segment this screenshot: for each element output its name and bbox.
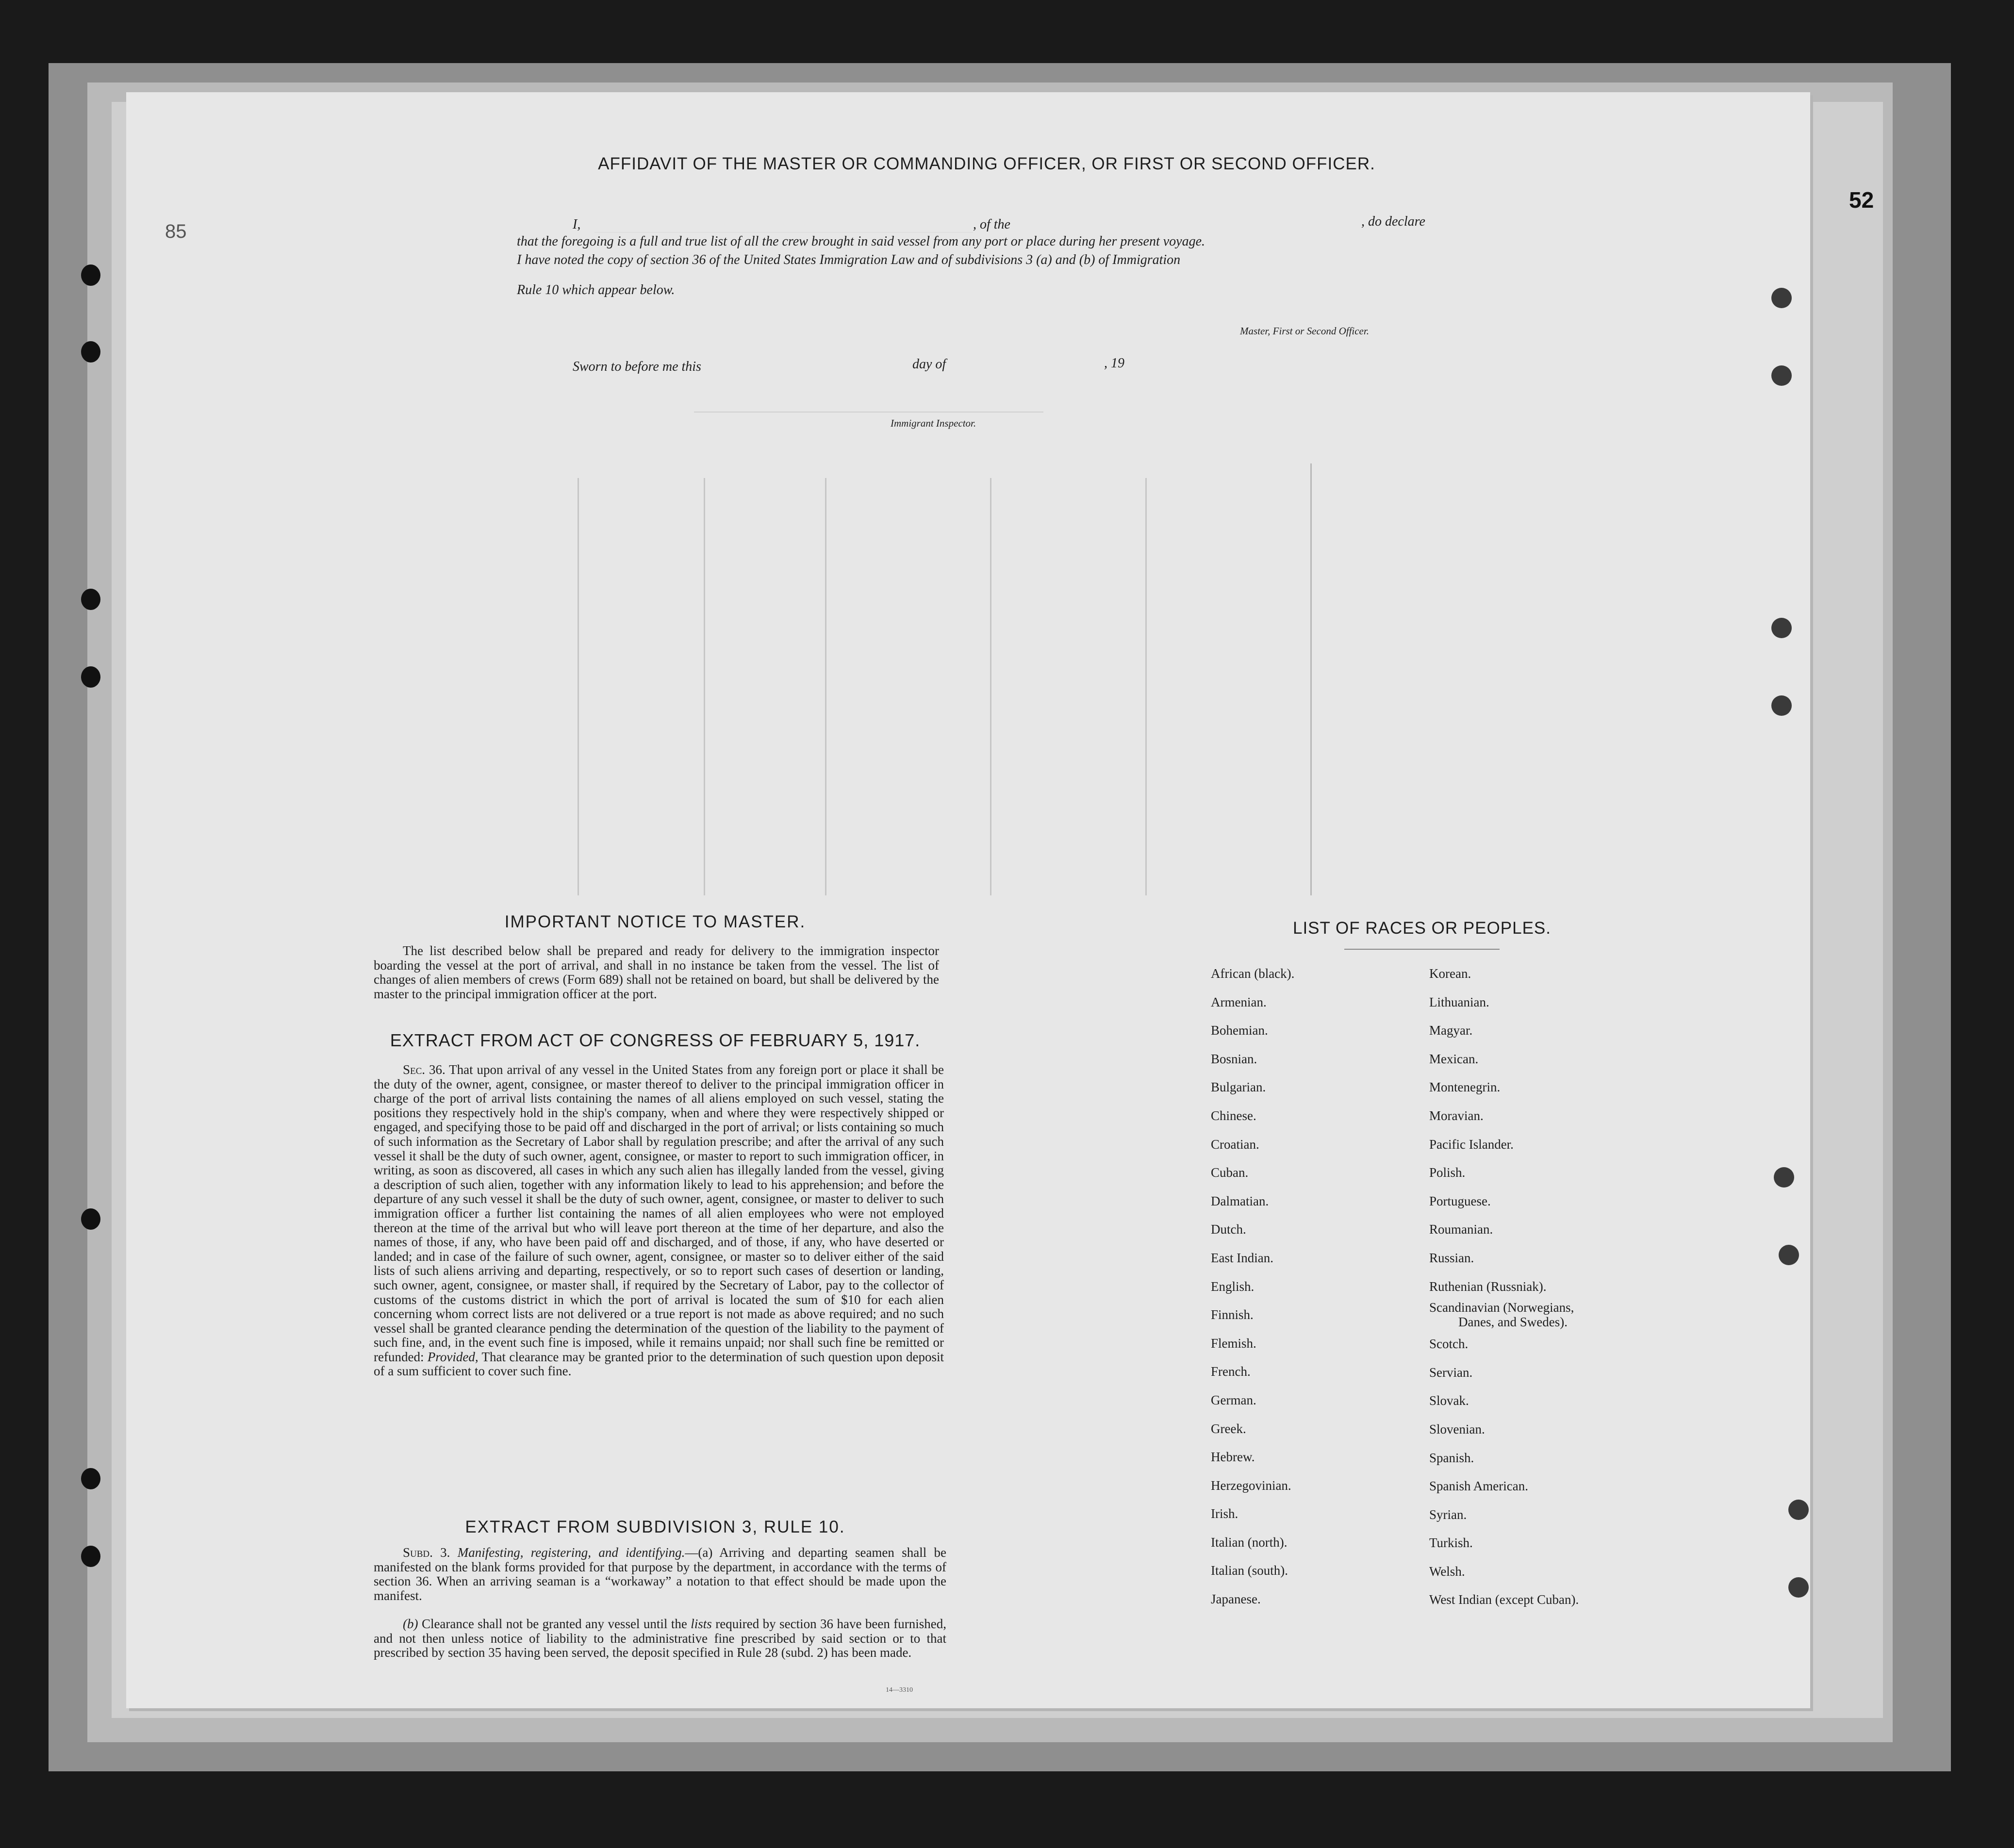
ghost-column-rule [825,478,826,895]
sworn-text: Sworn to before me this [573,359,701,374]
race-item: Bosnian. [1211,1051,1257,1066]
race-item: Ruthenian (Russniak). [1429,1279,1547,1294]
subd-b-body-1: Clearance shall not be granted any vessel until the [421,1617,687,1631]
race-item: Moravian. [1429,1108,1484,1123]
declaration-line-2: that the foregoing is a full and true list of all the crew brought in said vessel from any port or place during her present voyage. [517,234,1205,249]
declaration-line-4: Rule 10 which appear below. [517,282,675,297]
race-item: French. [1211,1364,1251,1379]
sec-36-text [374,1063,944,1379]
race-item: Welsh. [1429,1564,1465,1579]
form-code: 14—3310 [886,1686,913,1694]
binder-hole [1779,1245,1799,1265]
binder-hole [81,341,100,363]
races-title-rule [1344,949,1500,950]
race-item: Russian. [1429,1250,1474,1265]
race-item: Lithuanian. [1429,994,1489,1009]
subd-b-label: (b) [403,1617,418,1631]
subd-3-paragraph-b [374,1617,946,1660]
notice-text: The list described below shall be prepared and ready for delivery to the immigration inspector boarding the vessel at the port of arrival, and shall in no instance be taken from the vessel. The list of changes of alien members of crews (Form 689) shall not be retained on board, but shall be delivered by the master to the principal immigration officer at the port. [374,943,939,1001]
notice-title: IMPORTANT NOTICE TO MASTER. [504,912,806,931]
sec-36-body: That upon arrival of any vessel in the United States from any foreign port or place it shall be the duty of the owner, agent, consignee, or master thereof to deliver to the principal immigration officer in charge of the port of arrival lists containing the names of all aliens employed on such vessel, stating the positions they respectively hold in the ship's company, when and where they were respectively shipped or engaged, and specifying those to be paid off and discharged in the port of arrival; or lists containing so much of such information as the Secretary of Labor shall by regulation prescribe; and after the arrival of any such vessel it shall be the duty of such owner, agent, consignee, or master to report to such immigration officer, in writing, as soon as discovered, all cases in which any such alien has illegally landed from the vessel, giving a description of such alien, together with any information likely to lead to his apprehension; and before the departure of any such vessel it shall be the duty of such owner, agent, consignee, or master to deliver to such immigration officer a further list containing the names of all alien employees who were not employed thereon at the time of the arrival but who will leave port thereon at the time of her departure, and also the names of those, if any, who have been paid off and discharged, and of those, if any, who have deserted or landed; and in case of the failure of such owner, agent, consignee, or master so to deliver either of the said lists of such aliens arriving and departing, respectively, or so to report such cases of desertion or landing, such owner, agent, consignee, or master shall, if required by the Secretary of Labor, pay to the collector of customs of the customs district in which the port of arrival is located the sum of $10 for each alien concerning whom correct lists are not delivered or a true report is not made as above required; and no such vessel shall be granted clearance pending the determination of the question of the liability to the payment of such fine, and, in the event such fine is imposed, while it remains unpaid; nor shall such fine be remitted or refunded: [374,1062,944,1364]
race-item: East Indian. [1211,1250,1273,1265]
binder-hole [1771,618,1792,638]
race-item: Bohemian. [1211,1023,1268,1038]
race-item: Portuguese. [1429,1193,1491,1208]
ghost-column-rule [578,478,579,895]
race-item: Slovak. [1429,1393,1469,1408]
race-item: Magyar. [1429,1023,1473,1038]
master-signature-caption: Master, First or Second Officer. [1240,325,1369,337]
races-list-right [1429,959,1579,1614]
race-item: Turkish. [1429,1535,1473,1551]
race-item: Servian. [1429,1365,1473,1380]
race-item: Flemish. [1211,1336,1256,1351]
race-item: Spanish. [1429,1450,1474,1465]
race-item: Armenian. [1211,994,1267,1009]
race-item: Irish. [1211,1506,1238,1521]
binder-hole [1788,1500,1809,1520]
race-item: English. [1211,1279,1255,1294]
races-list-left [1211,959,1294,1614]
name-blank [594,232,973,233]
declaration-line-3: I have noted the copy of section 36 of the United States Immigration Law and of subdivisions 3 (a) and (b) of Immigration [517,252,1181,267]
race-item: Spanish American. [1429,1479,1528,1494]
race-item: Mexican. [1429,1051,1479,1066]
race-item: Cuban. [1211,1165,1249,1180]
race-item: Slovenian. [1429,1421,1485,1436]
race-item: Syrian. [1429,1507,1467,1522]
subd-label: Subd. 3. [403,1545,450,1560]
subd-a-body: —(a) Arriving and departing seamen shall be manifested on the blank forms provided for that purpose by the department, in accordance with the terms of section 36. When an arriving seaman is a “workaway” a notation to that effect should be made upon the manifest. [374,1545,946,1603]
race-item: Pacific Islander. [1429,1137,1514,1152]
race-item: Polish. [1429,1165,1466,1180]
race-item: West Indian (except Cuban). [1429,1592,1579,1607]
act-extract-title: EXTRACT FROM ACT OF CONGRESS OF FEBRUARY 5, 1917. [390,1030,921,1050]
race-item: Roumanian. [1429,1222,1493,1237]
subd-3-paragraph-a [374,1546,946,1603]
race-item: Dutch. [1211,1222,1246,1237]
race-item: Dalmatian. [1211,1193,1269,1208]
binder-hole [81,1468,100,1489]
race-item: Danes, and Swedes). [1458,1315,1568,1330]
race-item: Montenegrin. [1429,1080,1501,1095]
declaration-do-declare: , do declare [1361,214,1425,229]
race-item: Korean. [1429,966,1471,981]
race-item: African (black). [1211,966,1295,981]
race-item: Croatian. [1211,1137,1259,1152]
affidavit-title: AFFIDAVIT OF THE MASTER OR COMMANDING OFFICER, OR FIRST OR SECOND OFFICER. [598,154,1375,173]
subd-title: Manifesting, registering, and identifying. [457,1545,685,1560]
binder-hole [81,264,100,286]
race-item: Italian (south). [1211,1563,1288,1578]
race-item: Finnish. [1211,1307,1254,1322]
rule-extract-title: EXTRACT FROM SUBDIVISION 3, RULE 10. [465,1518,845,1536]
race-item: German. [1211,1392,1256,1407]
subd-b-body-2: required by section 36 have been furnished, and not then unless notice of liability to the administrative fine prescribed by said section or to that prescribed by section 35 having been served, the deposit specified in Rule 28 (subd. 2) has been made. [374,1617,947,1660]
binder-hole [1774,1167,1794,1188]
ghost-column-rule [704,478,705,895]
declaration-i: I, [573,217,581,232]
race-item: Hebrew. [1211,1450,1255,1465]
race-item: Chinese. [1211,1108,1256,1123]
ghost-column-rule [1310,463,1312,895]
race-item: Japanese. [1211,1592,1261,1607]
page-number: 52 [1849,187,1874,213]
ghost-column-rule [1145,478,1147,895]
races-title: LIST OF RACES OR PEOPLES. [1292,919,1551,938]
race-item: Scotch. [1429,1336,1469,1352]
binder-hole [81,666,100,688]
race-item: Bulgarian. [1211,1080,1266,1095]
sec-36-body-end: That clearance may be granted prior to the determination of such question upon deposit of a sum sufficient to cover such fine. [374,1349,944,1379]
subd-b-lists-word: lists [691,1617,712,1631]
ghost-column-rule [990,478,991,895]
race-item: Greek. [1211,1421,1246,1436]
corner-mark: 85 [165,221,187,242]
inspector-caption: Immigrant Inspector. [891,417,976,429]
sec-36-label: Sec. 36. [403,1062,446,1077]
binder-hole [1771,288,1792,308]
binder-hole [81,1546,100,1567]
binder-hole [1771,365,1792,386]
declaration-of-the: , of the [973,217,1010,232]
year-text: , 19 [1104,356,1124,371]
binder-hole [81,1208,100,1230]
day-of-text: day of [912,357,946,372]
binder-hole [81,589,100,610]
race-item: Scandinavian (Norwegians, [1429,1300,1574,1315]
race-item: Herzegovinian. [1211,1478,1291,1493]
race-item: Italian (north). [1211,1534,1288,1550]
binder-hole [1771,695,1792,716]
provided-word: Provided, [427,1349,479,1364]
binder-hole [1788,1577,1809,1598]
